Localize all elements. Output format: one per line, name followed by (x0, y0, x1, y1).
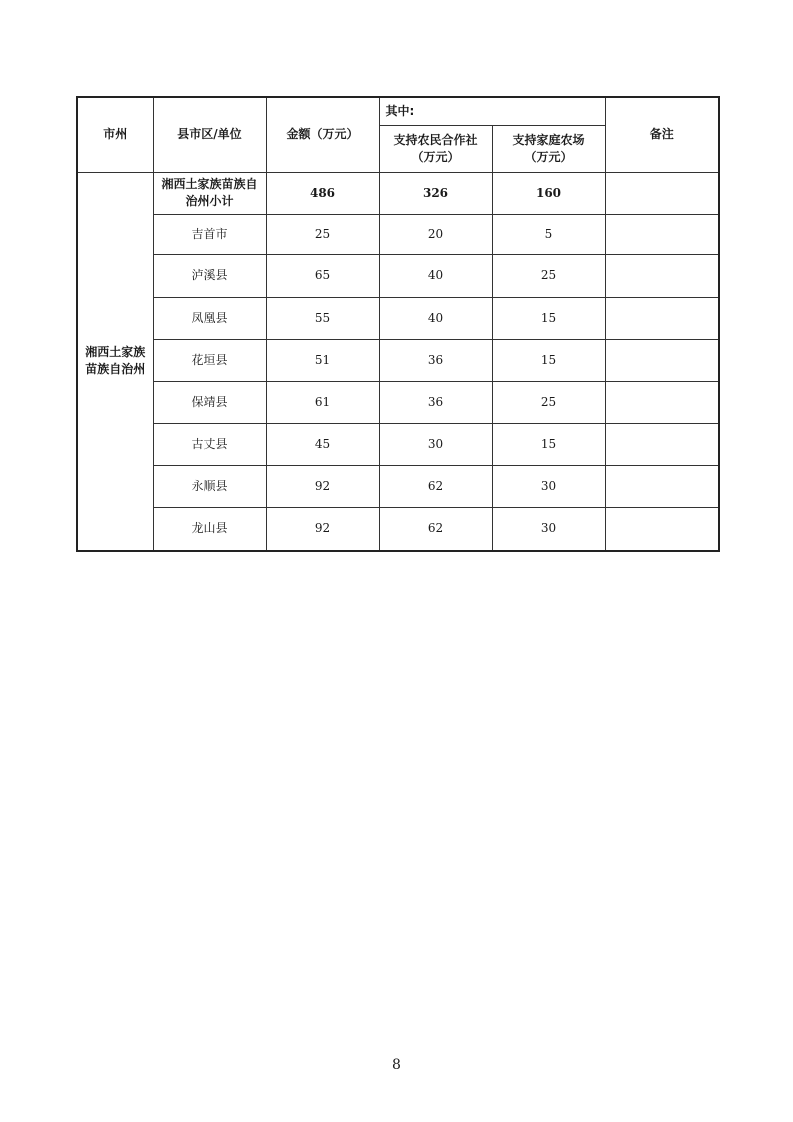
row-farm: 30 (492, 507, 605, 551)
row-name: 凤凰县 (153, 297, 266, 339)
row-amount: 51 (266, 339, 379, 381)
header-coop-line1: 支持农民合作社 (393, 132, 478, 147)
subtotal-farm: 160 (492, 172, 605, 214)
row-amount: 92 (266, 465, 379, 507)
row-name: 花垣县 (153, 339, 266, 381)
subtotal-remark (605, 172, 719, 214)
row-remark (605, 465, 719, 507)
row-remark (605, 254, 719, 297)
header-coop (379, 125, 492, 172)
header-farm (492, 125, 605, 172)
header-of-which: 其中: (379, 97, 605, 125)
header-remark: 备注 (605, 97, 719, 172)
city-name-line2: 苗族自治州 (85, 362, 146, 377)
subtotal-coop: 326 (379, 172, 492, 214)
table-row (77, 465, 719, 507)
header-coop-line2: （万元） (411, 149, 460, 164)
header-farm-line1: 支持家庭农场 (512, 132, 585, 147)
row-name: 龙山县 (153, 507, 266, 551)
row-coop: 62 (379, 507, 492, 551)
row-remark (605, 297, 719, 339)
row-amount: 92 (266, 507, 379, 551)
table-row (77, 423, 719, 465)
row-amount: 25 (266, 214, 379, 254)
header-city: 市州 (77, 97, 153, 172)
allocation-table (76, 96, 720, 552)
table-row (77, 381, 719, 423)
row-coop: 40 (379, 254, 492, 297)
subtotal-name-line1: 湘西土家族苗族自 (161, 177, 258, 191)
row-amount: 65 (266, 254, 379, 297)
row-remark (605, 507, 719, 551)
page-number: 8 (392, 1057, 401, 1073)
row-coop: 30 (379, 423, 492, 465)
row-name: 吉首市 (153, 214, 266, 254)
table-row (77, 507, 719, 551)
city-name-line1: 湘西土家族 (85, 345, 146, 360)
row-coop: 20 (379, 214, 492, 254)
subtotal-amount: 486 (266, 172, 379, 214)
row-remark (605, 339, 719, 381)
row-name: 永顺县 (153, 465, 266, 507)
table-row (77, 214, 719, 254)
row-remark (605, 214, 719, 254)
subtotal-row (77, 172, 719, 214)
row-farm: 30 (492, 465, 605, 507)
row-amount: 45 (266, 423, 379, 465)
table-row (77, 254, 719, 297)
city-name-cell (77, 172, 153, 551)
row-farm: 5 (492, 214, 605, 254)
row-name: 泸溪县 (153, 254, 266, 297)
row-coop: 62 (379, 465, 492, 507)
row-coop: 40 (379, 297, 492, 339)
row-farm: 15 (492, 339, 605, 381)
row-remark (605, 381, 719, 423)
row-farm: 15 (492, 423, 605, 465)
subtotal-name (153, 172, 266, 214)
header-amount: 金额（万元） (266, 97, 379, 172)
row-farm: 15 (492, 297, 605, 339)
row-amount: 55 (266, 297, 379, 339)
row-name: 古丈县 (153, 423, 266, 465)
subtotal-name-line2: 治州小计 (185, 194, 234, 208)
table-row (77, 339, 719, 381)
row-name: 保靖县 (153, 381, 266, 423)
table-row (77, 297, 719, 339)
row-amount: 61 (266, 381, 379, 423)
row-farm: 25 (492, 254, 605, 297)
header-farm-line2: （万元） (524, 149, 573, 164)
row-coop: 36 (379, 339, 492, 381)
row-coop: 36 (379, 381, 492, 423)
row-remark (605, 423, 719, 465)
header-row-1 (77, 97, 719, 125)
header-unit: 县市区/单位 (153, 97, 266, 172)
row-farm: 25 (492, 381, 605, 423)
